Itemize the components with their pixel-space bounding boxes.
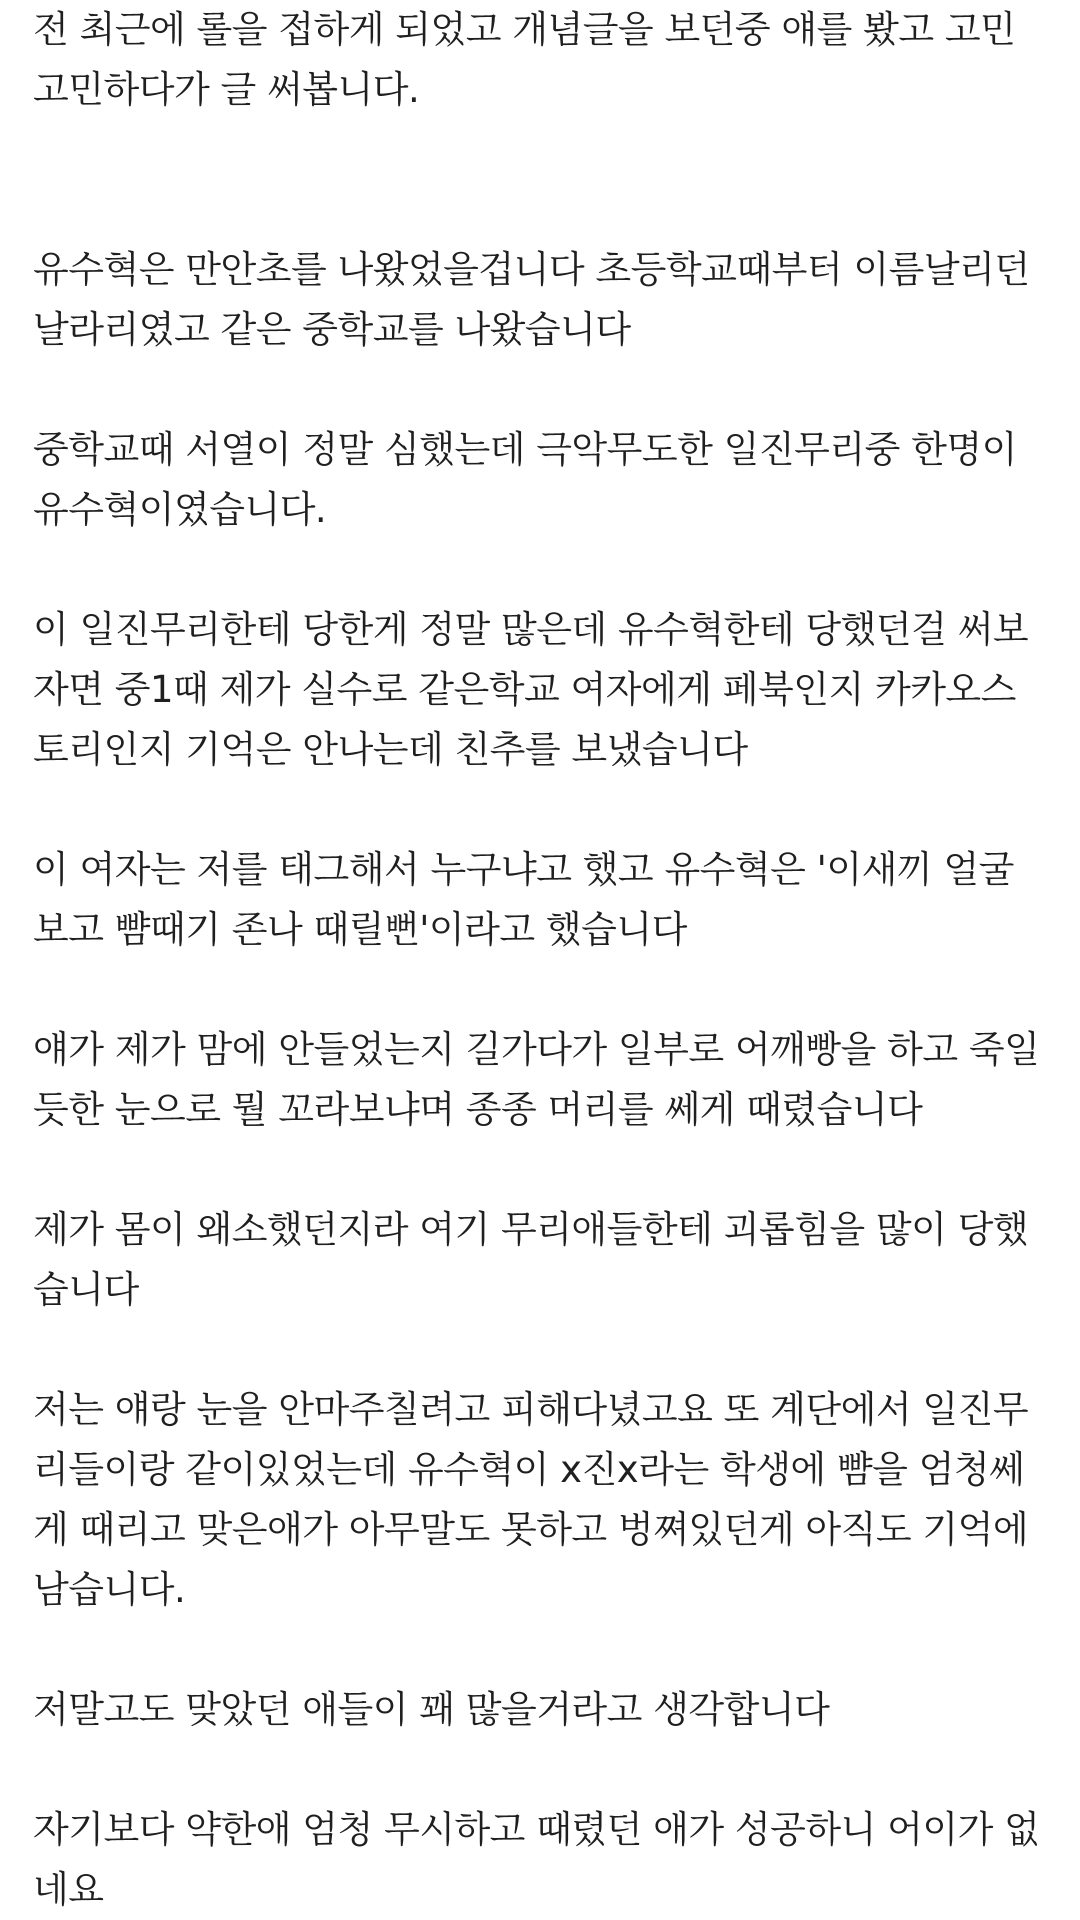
text-line: 유수혁은 만안초를 나왔었을겁니다 초등학교때부터 이름날리던	[33, 248, 1030, 291]
blank-line	[33, 1620, 1053, 1680]
blank-line	[33, 960, 1053, 1020]
text-line: 날라리였고 같은 중학교를 나왔습니다	[33, 308, 631, 351]
blank-line	[33, 1140, 1053, 1200]
text-line: 이 여자는 저를 태그해서 누구냐고 했고 유수혁은 '이새끼 얼굴	[33, 848, 1014, 891]
text-line: 자면 중1때 제가 실수로 같은학교 여자에게 페북인지 카카오스	[33, 668, 1016, 711]
text-line: 유수혁이였습니다.	[33, 488, 327, 531]
text-line: 고민하다가 글 써봅니다.	[33, 68, 420, 111]
text-line: 네요	[33, 1868, 104, 1911]
blank-line	[33, 1320, 1053, 1380]
text-line: 보고 뺨때기 존나 때릴뻔'이라고 했습니다	[33, 908, 687, 951]
post-body	[33, 0, 1053, 1920]
blank-line	[33, 360, 1053, 420]
blank-line	[33, 180, 1053, 240]
text-line: 이 일진무리한테 당한게 정말 많은데 유수혁한테 당했던걸 써보	[33, 608, 1029, 651]
text-line: 리들이랑 같이있었는데 유수혁이 x진x라는 학생에 뺨을 엄청쎄	[33, 1448, 1025, 1491]
text-line: 저말고도 맞았던 애들이 꽤 많을거라고 생각합니다	[33, 1688, 830, 1731]
text-line: 중학교때 서열이 정말 심했는데 극악무도한 일진무리중 한명이	[33, 428, 1017, 471]
text-line: 얘가 제가 맘에 안들었는지 길가다가 일부로 어깨빵을 하고 죽일	[33, 1028, 1040, 1071]
blank-line	[33, 1740, 1053, 1800]
text-line: 듯한 눈으로 뭘 꼬라보냐며 종종 머리를 쎄게 때렸습니다	[33, 1088, 923, 1131]
text-line: 게 때리고 맞은애가 아무말도 못하고 벙쪄있던게 아직도 기억에	[33, 1508, 1029, 1551]
blank-line	[33, 120, 1053, 180]
blank-line	[33, 780, 1053, 840]
text-line: 저는 얘랑 눈을 안마주칠려고 피해다녔고요 또 계단에서 일진무	[33, 1388, 1029, 1431]
text-line: 제가 몸이 왜소했던지라 여기 무리애들한테 괴롭힘을 많이 당했	[33, 1208, 1029, 1251]
text-line: 자기보다 약한애 엄청 무시하고 때렸던 애가 성공하니 어이가 없	[33, 1808, 1040, 1851]
text-line: 전 최근에 롤을 접하게 되었고 개념글을 보던중 얘를 봤고 고민	[33, 8, 1016, 51]
blank-line	[33, 540, 1053, 600]
text-line: 토리인지 기억은 안나는데 친추를 보냈습니다	[33, 728, 748, 771]
text-line: 습니다	[33, 1268, 139, 1311]
text-line: 남습니다.	[33, 1568, 186, 1611]
